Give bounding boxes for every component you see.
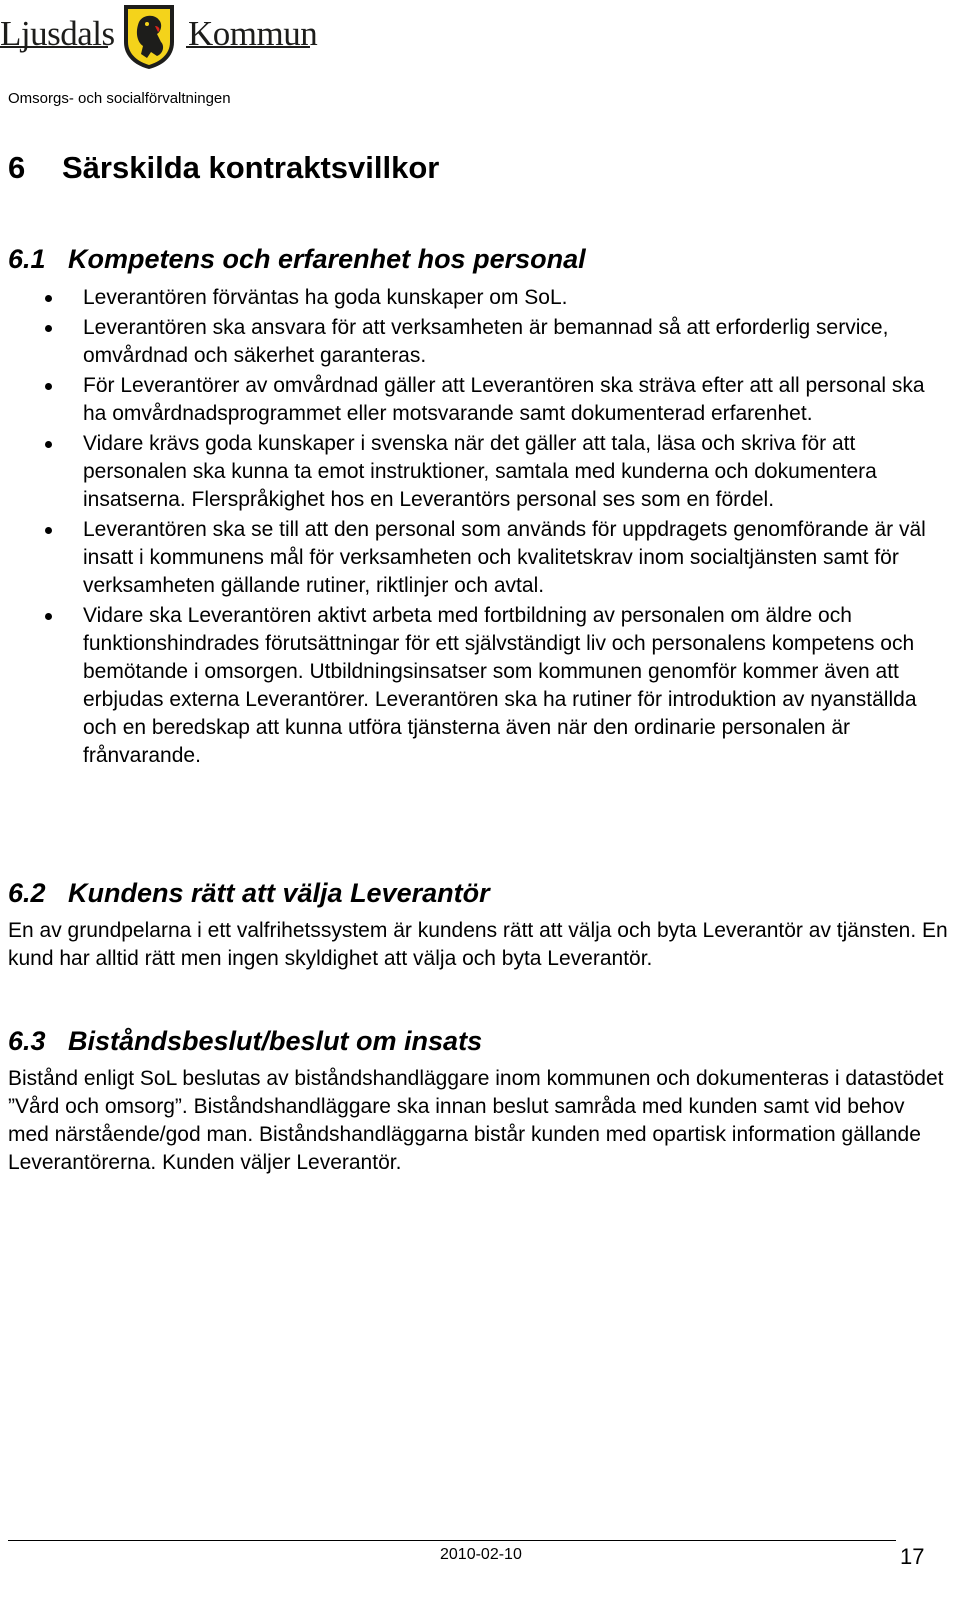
paragraph-assistance-decision: Bistånd enligt SoL beslutas av biståndshandläggare inom kommunen och dokumenteras i datastödet ”Vård och omsorg”. Biståndshandläggare ska innan beslut samråda med kunden samt vid behov med närstående/god man. Biståndshandläggarna bistår kunden med opartisk information gällande Leverantörerna. Kunden väljer Leverantör. [8, 1067, 944, 1174]
subsection-number: 6.1 [8, 244, 46, 274]
department-name: Omsorgs- och socialförvaltningen [8, 90, 231, 107]
footer-divider [8, 1540, 896, 1541]
logo-text-left: Ljusdals [0, 14, 115, 53]
bullet-icon [45, 295, 52, 302]
subsection-heading-6-3 [8, 1026, 482, 1057]
bullet-icon [45, 613, 52, 620]
bullet-icon [45, 527, 52, 534]
list-item: Vidare ska Leverantören aktivt arbeta med fortbildning av personalen om äldre och funktionshindrades förutsättningar för ett självständigt liv och personalens kompetens och bemötande i omsorgen. Utbildningsinsatser som kommunen genomför kommer även att erbjudas externa Leverantörer. Leverantören ska ha rutiner för introduktion av nyanställda och en beredskap att kunna utföra tjänsterna även när den ordinarie personalen är frånvarande. [0, 602, 950, 770]
page-number: 17 [900, 1544, 925, 1569]
section-heading [8, 150, 439, 186]
subsection-number: 6.3 [8, 1026, 46, 1056]
section-title: Särskilda kontraktsvillkor [62, 150, 440, 185]
subsection-title: Kundens rätt att välja Leverantör [68, 878, 490, 908]
paragraph-customer-choice: En av grundpelarna i ett valfrihetssystem är kundens rätt att välja och byta Leverantör av tjänsten. En kund har alltid rätt men ingen skyldighet att välja och byta Leverantör. [8, 919, 948, 970]
subsection-title: Biståndsbeslut/beslut om insats [68, 1026, 483, 1056]
bullet-icon [45, 383, 52, 390]
logo-text-right: Kommun [188, 14, 318, 53]
list-item: Vidare krävs goda kunskaper i svenska när det gäller att tala, läsa och skriva för att personalen ska kunna ta emot instruktioner, samtala med kunderna och dokumentera insatserna. Flerspråkighet hos en Leverantörs personal ses som en fördel. [0, 430, 950, 514]
coat-of-arms-icon [121, 2, 177, 70]
list-item: Leverantören ska ansvara för att verksamheten är bemannad så att erforderlig service, omvårdnad och säkerhet garanteras. [0, 314, 950, 370]
list-item: För Leverantörer av omvårdnad gäller att Leverantören ska sträva efter att all personal ska ha omvårdnadsprogrammet eller motsvarande samt dokumenterad erfarenhet. [0, 372, 950, 428]
subsection-heading-6-2 [8, 878, 490, 909]
subsection-heading-6-1 [8, 244, 586, 275]
subsection-number: 6.2 [8, 878, 46, 908]
section-number: 6 [8, 150, 26, 185]
subsection-title: Kompetens och erfarenhet hos personal [68, 244, 586, 274]
list-item: Leverantören ska se till att den personal som används för uppdragets genomförande är väl insatt i kommunens mål för verksamheten och kvalitetskrav inom socialtjänsten samt för verksamheten gällande rutiner, riktlinjer och avtal. [0, 516, 950, 600]
bullet-icon [45, 325, 52, 332]
logo [0, 2, 330, 74]
list-item: Leverantören förväntas ha goda kunskaper om SoL. [0, 284, 950, 312]
bullet-icon [45, 441, 52, 448]
competence-bullet-list [0, 284, 950, 772]
footer-date: 2010-02-10 [440, 1546, 522, 1563]
